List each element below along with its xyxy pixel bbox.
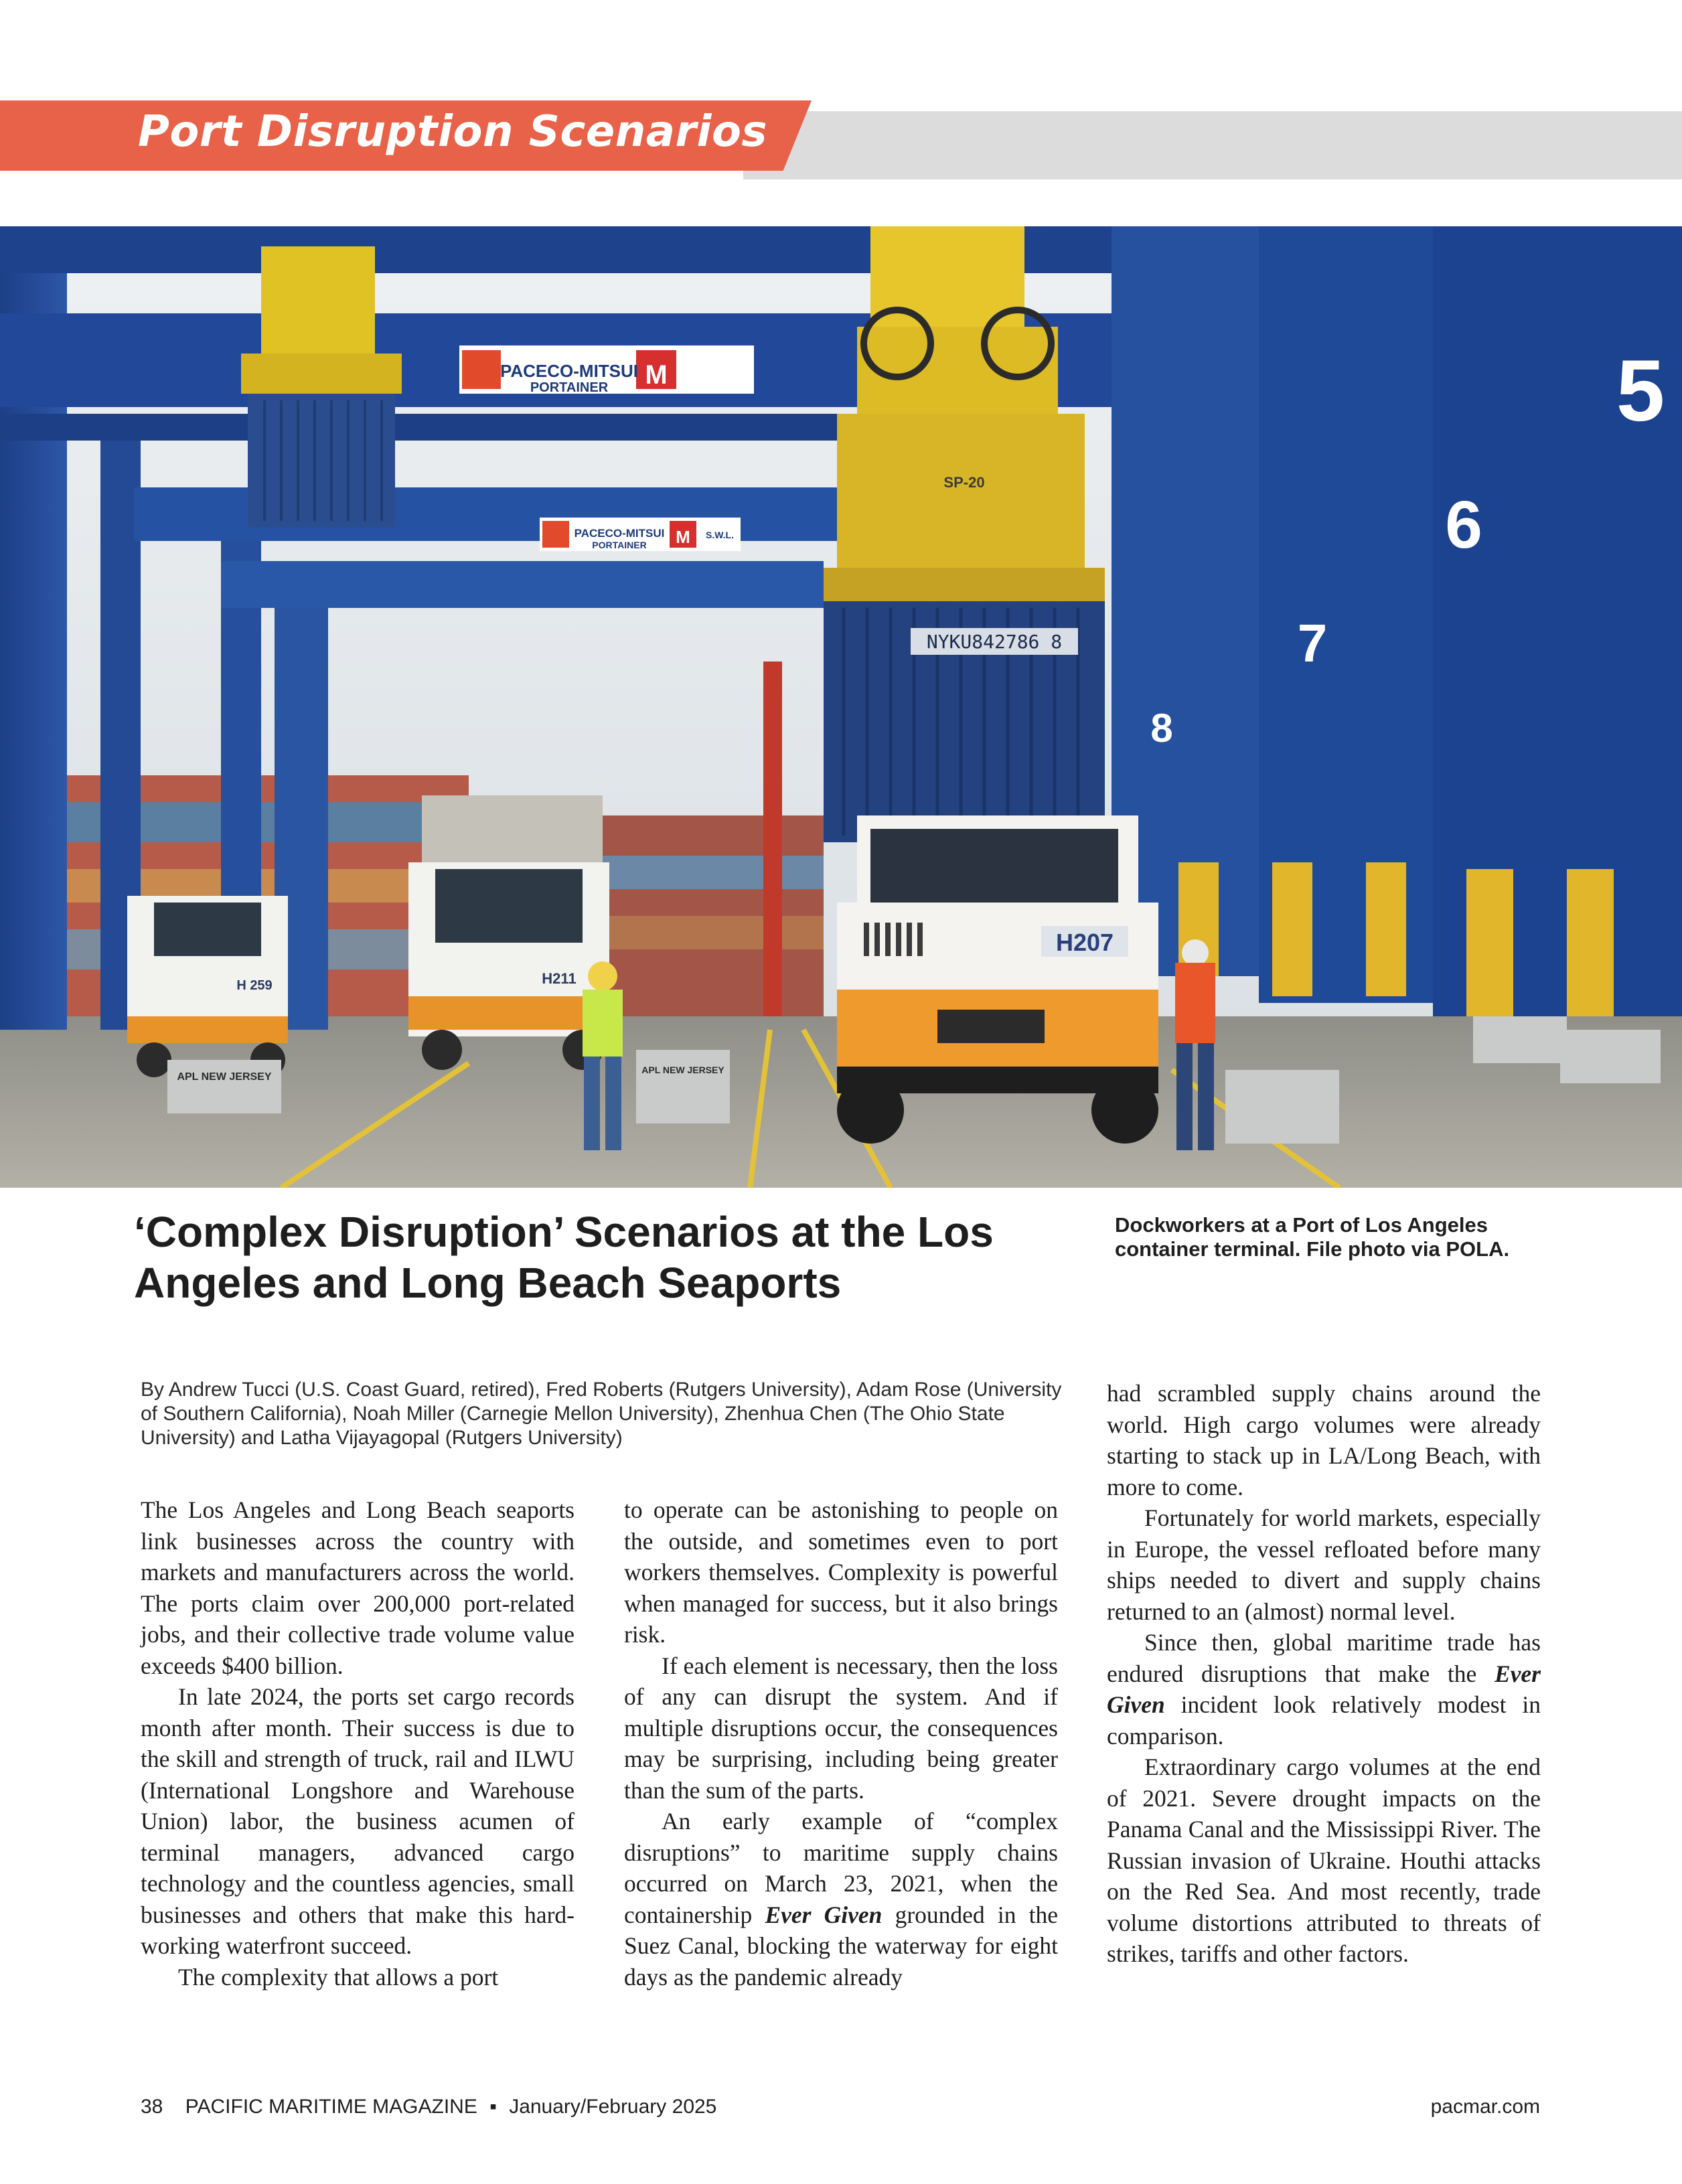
- crane-number-7: 7: [1297, 613, 1328, 673]
- crane-model-label-upper: PORTAINER: [530, 380, 609, 395]
- barrier-label-left: APL NEW JERSEY: [177, 1071, 272, 1083]
- crane-legs-right: [1112, 226, 1682, 1016]
- section-banner: [0, 100, 1682, 174]
- paragraph: to operate can be astonishing to people on the outside, and sometimes even to port workers themselves. Complexity is powerful when managed for success, but it also brings risk.: [624, 1496, 1058, 1648]
- paragraph: In late 2024, the ports set cargo records month after month. Their success is due to the skill and strength of truck, rail and ILWU (International Longshore and Warehouse Union) labor, the business acumen of terminal managers, advanced cargo technology and the countless agencies, small businesses and others that make this hard-working waterfront succeed.: [141, 1683, 575, 1959]
- barrier-label-center: APL NEW JERSEY: [641, 1065, 724, 1075]
- barrier-right: [1225, 1070, 1339, 1144]
- page-footer: [141, 2096, 716, 2118]
- crane-marker-upper: M: [645, 360, 668, 390]
- footer-separator: ▪: [489, 2096, 497, 2118]
- magazine-name: PACIFIC MARITIME MAGAZINE: [185, 2096, 477, 2118]
- crane-number-6: 6: [1445, 487, 1482, 562]
- center-container: [824, 601, 1105, 842]
- paragraph: The Los Angeles and Long Beach seaports link businesses across the country with markets and manufacturers across the world. The ports claim over 200,000 port-related jobs, and their collective trade volume value exceeds $400 billion.: [141, 1496, 575, 1679]
- paragraph-text: An early example of “complex disruptions” to maritime supply chains occurred on March 23, 2021, when the containership: [624, 1808, 1058, 1928]
- photo-caption: Dockworkers at a Port of Los Angeles container terminal. File photo via POLA.: [1115, 1213, 1510, 1261]
- article-byline: By Andrew Tucci (U.S. Coast Guard, retired), Fred Roberts (Rutgers University), Adam Rose (University of Southern California), Noah Miller (Carnegie Mellon University), Zhenhua Chen (The Ohio State University) and Latha Vijayagopal (Rutgers University): [141, 1379, 1062, 1449]
- paragraph: Fortunately for world markets, especially in Europe, the vessel refloated before many ships needed to divert and supply chains returned to an (almost) normal level.: [1107, 1504, 1541, 1625]
- crane-number-8: 8: [1150, 706, 1173, 751]
- paragraph: [1107, 1627, 1541, 1751]
- barrier-left: [167, 1060, 281, 1113]
- barrier-edge-right: [1560, 1030, 1661, 1083]
- paragraph: The complexity that allows a port: [178, 1963, 499, 1991]
- paragraph: had scrambled supply chains around the world. High cargo volumes were already starting to stack up in LA/Long Beach, with more to come.: [1107, 1380, 1541, 1500]
- paragraph: If each element is necessary, then the loss of any can disrupt the system. And if multiple disruptions occur, the consequences may be surprising, including being greater than the sum of the parts.: [624, 1652, 1058, 1804]
- banner-gray-stripe: [743, 111, 1682, 179]
- crane-model-label-lower: PORTAINER: [592, 540, 647, 550]
- article-headline: ‘Complex Disruption’ Scenarios at the Los Angeles and Long Beach Seaports: [134, 1208, 994, 1307]
- body-column-1: [141, 1494, 575, 1993]
- crane-brand-label-lower: PACECO-MITSUI: [574, 527, 665, 540]
- crane-swl-label-lower: S.W.L.: [706, 530, 734, 540]
- container-terminal-photo: [0, 226, 1682, 1188]
- crane-sign-upper: [459, 345, 754, 395]
- paragraph-text: incident look relatively modest in comparison.: [1107, 1691, 1541, 1749]
- body-column-2: [624, 1494, 1058, 1993]
- ship-name: Ever Given: [1107, 1660, 1541, 1718]
- crane-marker-lower: M: [676, 527, 690, 547]
- truck-id-h211: H211: [542, 970, 577, 987]
- paragraph-text: Since then, global maritime trade has endured disruptions that make the: [1107, 1629, 1541, 1687]
- truck-h211: [408, 795, 609, 1070]
- paragraph-text: grounded in the Suez Canal, blocking the waterway for eight days as the pandemic already: [624, 1901, 1059, 1991]
- crane-brand-label-upper: PACECO-MITSUI: [500, 361, 639, 381]
- ship-name: Ever Given: [765, 1901, 883, 1928]
- truck-id-h259: H 259: [236, 978, 273, 993]
- crane-sign-lower: [540, 518, 741, 551]
- container-id: NYKU842786 8: [926, 631, 1063, 653]
- body-column-3: [1107, 1378, 1541, 1970]
- truck-id-h207: H207: [1055, 929, 1114, 956]
- issue-date: January/February 2025: [509, 2096, 717, 2118]
- crane-number-5: 5: [1616, 341, 1665, 439]
- spreader-label: SP-20: [943, 474, 985, 491]
- website-link[interactable]: pacmar.com: [1430, 2096, 1540, 2118]
- barrier-far-right: [1473, 1016, 1567, 1063]
- section-title: Port Disruption Scenarios: [138, 107, 767, 157]
- paragraph: Extraordinary cargo volumes at the end of 2021. Severe drought impacts on the Panama Canal and the Mississippi River. The Russian invasion of Ukraine. Houthi attacks on the Red Sea. And most recently, trade volume distortions attributed to threats of strikes, tariffs and other factors.: [1107, 1753, 1541, 1967]
- barrier-center: [636, 1050, 730, 1123]
- page-number: 38: [141, 2096, 163, 2118]
- crane-swl-label-upper: S.W.L.: [698, 356, 735, 370]
- paragraph: [624, 1806, 1058, 1993]
